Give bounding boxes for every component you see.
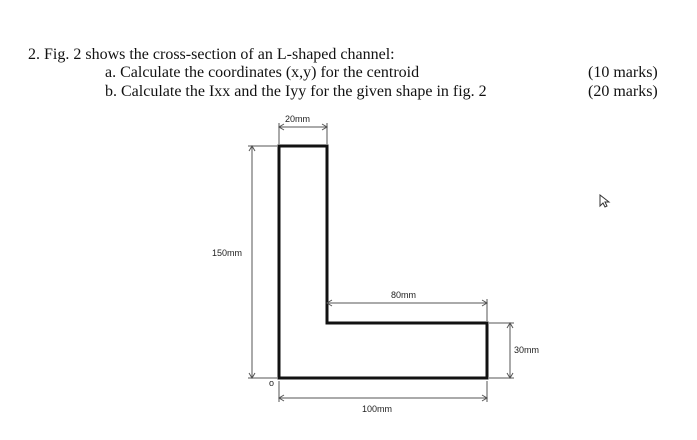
dimension-top-label: 20mm [285,114,311,124]
marks-part-a: (10 marks) [588,64,658,81]
dimension-left [248,146,277,378]
question-title: 2. Fig. 2 shows the cross-section of an L-shaped channel: [28,46,395,63]
dimension-bottom-label: 100mm [362,404,393,414]
dimension-top [279,123,327,144]
l-shape-outline [279,146,487,378]
dimension-right-label: 30mm [514,345,540,355]
dimension-inner-label: 80mm [391,290,417,300]
origin-label: o [269,378,275,388]
mouse-pointer-icon [598,194,612,208]
question-part-a: a. Calculate the coordinates (x,y) for the centroid [105,64,420,81]
dimension-right [489,323,514,378]
question-part-b: b. Calculate the Ixx and the Iyy for the given shape in fig. 2 [105,83,487,100]
dimension-bottom [279,381,487,402]
dimension-inner [327,299,487,321]
marks-part-b: (20 marks) [588,83,658,100]
dimension-left-label: 150mm [212,248,243,258]
